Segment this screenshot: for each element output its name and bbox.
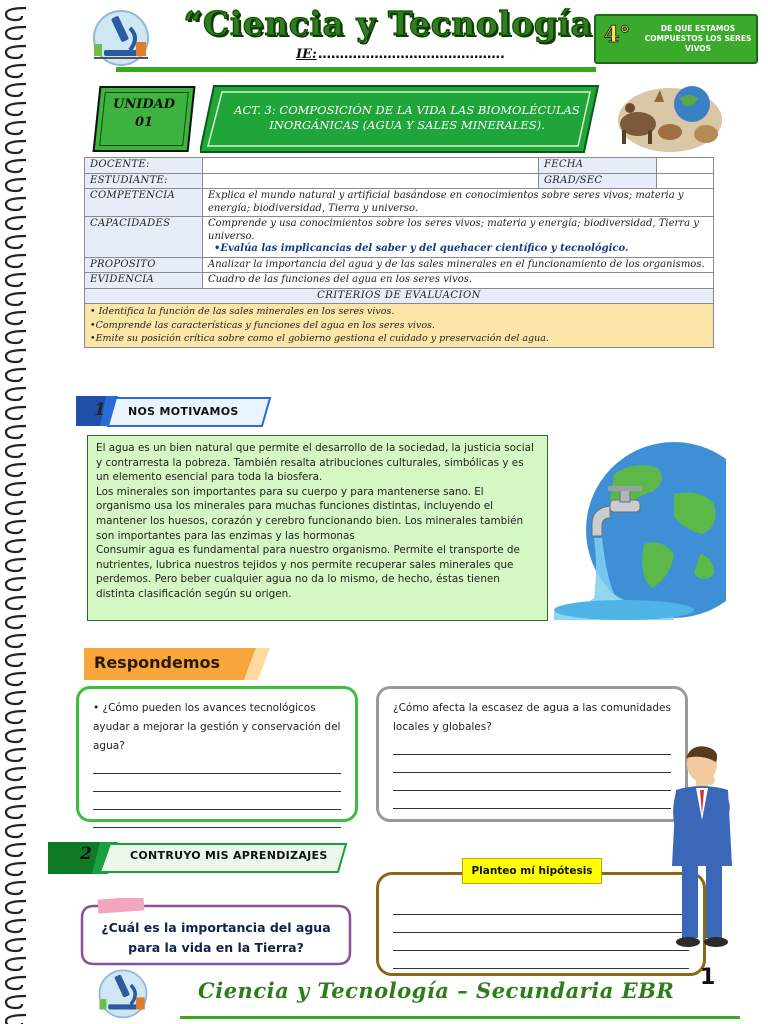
spiral-ring	[6, 597, 26, 609]
criterios-header: CRITERIOS DE EVALUACION	[85, 288, 714, 304]
spiral-ring	[6, 578, 26, 590]
capacidades-label: CAPACIDADES	[85, 217, 203, 258]
grade-number: 4°	[604, 22, 631, 48]
spiral-ring	[6, 27, 26, 39]
criterio-item: •Comprende las características y funciones del agua en los seres vivos.	[90, 319, 435, 331]
spiral-ring	[6, 787, 26, 799]
footer-text: Ciencia y Tecnología – Secundaria EBR	[198, 978, 675, 1003]
answer-line	[393, 968, 689, 969]
section-1-number: 1	[94, 400, 106, 420]
answer-line	[93, 809, 341, 810]
criterio-item: •Emite su posición crítica sobre como el gobierno gestiona el cuidado y preservación del agua.	[90, 333, 549, 344]
answer-line	[93, 827, 341, 828]
spiral-ring	[6, 426, 26, 438]
respondemos-label: Respondemos	[94, 653, 221, 672]
spiral-ring	[6, 502, 26, 514]
spiral-ring	[6, 1015, 26, 1024]
answer-line	[93, 791, 341, 792]
spiral-ring	[6, 160, 26, 172]
hypothesis-label: Planteo mí hipótesis	[462, 858, 602, 884]
spiral-ring	[6, 559, 26, 571]
spiral-ring	[6, 84, 26, 96]
answer-line	[393, 790, 671, 791]
answer-line	[393, 950, 689, 951]
answer-line	[393, 932, 689, 933]
spiral-ring	[6, 977, 26, 989]
evidencia-value: Cuadro de las funciones del agua en los seres vivos.	[203, 273, 714, 289]
grado-field[interactable]	[657, 173, 714, 189]
spiral-ring	[6, 369, 26, 381]
capacidades-cell	[203, 217, 714, 258]
spiral-ring	[6, 103, 26, 115]
motivation-paragraph: Consumir agua es fundamental para nuestro organismo. Permite el transporte de nutrientes, lubrica nuestros tejidos y nos permite recuperar sales minerales que perdemos. Pero beber cualquier agua no da lo mismo, de hecho, éstas tienen distinta clasificación según su origen.	[96, 544, 520, 600]
spiral-ring	[6, 920, 26, 932]
spiral-ring	[6, 540, 26, 552]
proposito-label: PROPOSITO	[85, 257, 203, 273]
question-box-right	[376, 686, 688, 822]
spiral-ring	[6, 388, 26, 400]
spiral-ring	[6, 844, 26, 856]
motivation-paragraph: Los minerales son importantes para su cuerpo y para mantenerse sano. El organismo usa los minerales para muchas funciones distintas, incluyendo el mantener los huesos, corazón y cerebro funcionando bien. Los minerales también son importantes para las enzimas y las hormonas	[96, 485, 524, 542]
animals-image	[608, 80, 726, 154]
hypothesis-box[interactable]	[376, 872, 706, 976]
footer-rule	[180, 1016, 740, 1019]
spiral-ring	[6, 141, 26, 153]
spiral-ring	[6, 711, 26, 723]
spiral-ring	[6, 673, 26, 685]
spiral-ring	[6, 616, 26, 628]
spiral-ring	[6, 863, 26, 875]
spiral-ring	[6, 236, 26, 248]
spiral-ring	[6, 958, 26, 970]
main-question: ¿Cuál es la importancia del agua para la vida en la Tierra?	[101, 920, 331, 955]
spiral-binding	[0, 0, 40, 1024]
activity-info-table	[84, 157, 714, 348]
answer-area-left[interactable]	[93, 773, 341, 828]
spiral-ring	[6, 901, 26, 913]
spiral-ring	[6, 825, 26, 837]
grade-topic: DE QUE ESTAMOS COMPUESTOS LOS SERES VIVOS	[644, 24, 752, 53]
spiral-ring	[6, 521, 26, 533]
grade-badge	[594, 14, 758, 64]
spiral-ring	[6, 293, 26, 305]
microscope-logo	[86, 6, 156, 68]
spiral-ring	[6, 939, 26, 951]
spiral-ring	[6, 483, 26, 495]
estudiante-field[interactable]	[203, 173, 539, 189]
spiral-ring	[6, 198, 26, 210]
spiral-ring	[6, 122, 26, 134]
question-text-left: • ¿Cómo pueden los avances tecnológicos ayudar a mejorar la gestión y conservación del agua?	[93, 702, 341, 752]
spiral-ring	[6, 445, 26, 457]
grado-label: GRAD/SEC	[539, 173, 657, 189]
answer-line	[393, 754, 671, 755]
section-1-title: NOS MOTIVAMOS	[128, 405, 239, 418]
criterios-list	[85, 304, 714, 348]
answer-area-right[interactable]	[393, 754, 671, 809]
fecha-label: FECHA	[539, 158, 657, 174]
spiral-ring	[6, 312, 26, 324]
microscope-logo	[92, 966, 154, 1020]
spiral-ring	[6, 255, 26, 267]
capacidades-highlight: •Evalúa las implicancias del saber y del quehacer científico y tecnológico.	[214, 243, 629, 254]
spiral-ring	[6, 179, 26, 191]
spiral-ring	[6, 768, 26, 780]
section-2-title: CONTRUYO MIS APRENDIZAJES	[130, 849, 328, 862]
spiral-ring	[6, 692, 26, 704]
proposito-value: Analizar la importancia del agua y de las sales minerales en el funcionamiento de los organismos.	[203, 257, 714, 273]
spiral-ring	[6, 65, 26, 77]
section-2-number: 2	[80, 844, 92, 864]
header-rule	[116, 67, 596, 72]
spiral-ring	[6, 882, 26, 894]
motivation-paragraph: El agua es un bien natural que permite el desarrollo de la sociedad, la justicia social y contrarresta la pobreza. También resalta atribuciones culturales, simbólicas y es un elemento esencial para toda la biosfera.	[96, 442, 534, 484]
spiral-ring	[6, 654, 26, 666]
spiral-ring	[6, 217, 26, 229]
spiral-ring	[6, 464, 26, 476]
spiral-ring	[6, 730, 26, 742]
spiral-ring	[6, 749, 26, 761]
main-title: “Ciencia y Tecnología	[183, 4, 593, 43]
thinking-man-image	[662, 740, 740, 950]
evidencia-label: EVIDENCIA	[85, 273, 203, 289]
activity-title: ACT. 3: COMPOSICIÓN DE LA VIDA LAS BIOMOLÉCULAS INORGÁNICAS (AGUA Y SALES MINERALES).	[234, 103, 580, 132]
docente-field[interactable]	[203, 158, 539, 174]
ie-field[interactable]: …………………………………….	[318, 47, 505, 62]
capacidades-value: Comprende y usa conocimientos sobre los seres vivos; materia y energía; biodiversidad, Tierra y universo.	[208, 218, 699, 242]
page-number: 1	[700, 965, 716, 990]
spiral-ring	[6, 806, 26, 818]
unit-label: UNIDAD 01	[113, 97, 175, 130]
answer-line	[93, 773, 341, 774]
answer-line	[393, 914, 689, 915]
competencia-label: COMPETENCIA	[85, 189, 203, 217]
earth-faucet-image	[554, 434, 726, 620]
spiral-ring	[6, 996, 26, 1008]
spiral-ring	[6, 331, 26, 343]
spiral-ring	[6, 274, 26, 286]
criterio-item: • Identifica la función de las sales minerales en los seres vivos.	[90, 306, 395, 317]
spiral-ring	[6, 407, 26, 419]
competencia-value: Explica el mundo natural y artificial basándose en conocimientos sobre seres vivos; materia y energía; biodiversidad, Tierra y universo.	[203, 189, 714, 217]
question-box-left	[76, 686, 358, 822]
spiral-ring	[6, 8, 26, 20]
motivation-text	[87, 435, 548, 621]
spiral-ring	[6, 350, 26, 362]
spiral-ring	[6, 635, 26, 647]
answer-line	[393, 772, 671, 773]
ie-label: IE:	[296, 47, 317, 62]
estudiante-label: ESTUDIANTE:	[85, 173, 203, 189]
spiral-ring	[6, 46, 26, 58]
docente-label: DOCENTE:	[85, 158, 203, 174]
fecha-field[interactable]	[657, 158, 714, 174]
question-text-right: ¿Cómo afecta la escasez de agua a las comunidades locales y globales?	[393, 702, 671, 733]
answer-line	[393, 808, 671, 809]
